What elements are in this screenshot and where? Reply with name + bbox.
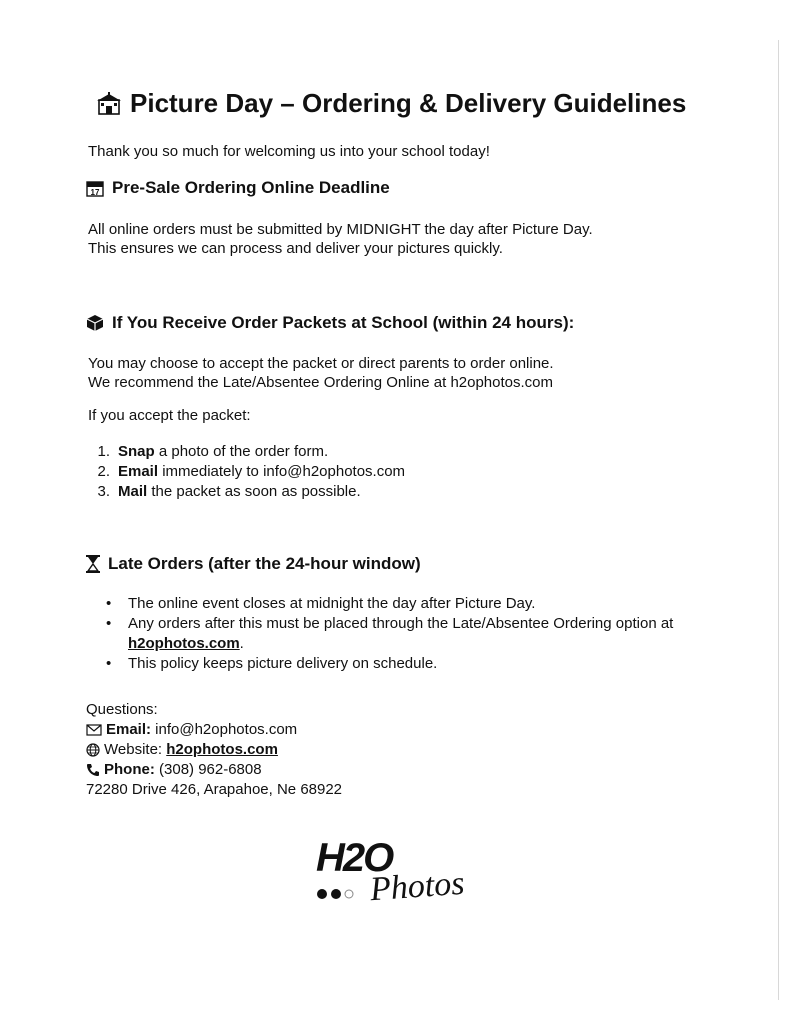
step-number: 2.	[97, 463, 110, 480]
packets-heading-text: If You Receive Order Packets at School (within 24 hours):	[112, 313, 575, 332]
accept-intro: If you accept the packet:	[88, 407, 251, 424]
intro-text: Thank you so much for welcoming us into your school today!	[88, 143, 490, 160]
step-number: 3.	[97, 483, 110, 500]
presale-heading-text: Pre-Sale Ordering Online Deadline	[112, 178, 390, 197]
step-keyword: Mail	[118, 483, 148, 500]
contact-phone-row	[86, 760, 262, 780]
contact-email-row	[86, 720, 297, 740]
hourglass-icon	[86, 555, 100, 573]
globe-icon	[86, 743, 100, 757]
list-item	[104, 654, 688, 674]
packets-line-1: You may choose to accept the packet or direct parents to order online.	[88, 355, 554, 372]
page-title	[96, 88, 686, 119]
step-keyword: Email	[118, 463, 159, 480]
packets-heading	[86, 313, 574, 333]
bullet-text-suffix: .	[239, 635, 244, 652]
package-icon	[86, 314, 104, 332]
questions-label: Questions:	[86, 701, 158, 718]
packets-line-2-prefix: We recommend the Late/Absentee Ordering Online at	[88, 374, 451, 391]
bullet-text: Any orders after this must be placed through the Late/Absentee Ordering option at	[128, 615, 674, 632]
logo-dots-icon	[314, 886, 374, 902]
email-label: Email:	[106, 721, 152, 738]
scan-edge-line	[778, 40, 779, 1000]
late-heading-text: Late Orders (after the 24-hour window)	[108, 554, 421, 573]
presale-heading	[86, 178, 390, 198]
bullet-dot: •	[106, 615, 112, 632]
bullet-text: This policy keeps picture delivery on schedule.	[128, 655, 438, 672]
page-title-text: Picture Day – Ordering & Delivery Guidelines	[130, 88, 687, 118]
packets-website-link[interactable]: h2ophotos.com	[450, 374, 554, 391]
phone-label: Phone:	[104, 761, 155, 778]
list-item	[88, 482, 405, 502]
envelope-icon	[86, 724, 102, 736]
packets-line-2	[88, 373, 553, 393]
step-text: immediately to info@h2ophotos.com	[158, 463, 406, 480]
late-website-link[interactable]: h2ophotos.com	[128, 635, 240, 652]
school-icon	[96, 92, 122, 116]
bullet-text: The online event closes at midnight the day after Picture Day.	[128, 595, 536, 612]
step-text: the packet as soon as possible.	[147, 483, 361, 500]
late-heading	[86, 554, 421, 574]
email-value[interactable]: info@h2ophotos.com	[151, 721, 298, 738]
step-keyword: Snap	[118, 443, 155, 460]
phone-icon	[86, 763, 100, 777]
logo-photos-text: Photos	[368, 864, 466, 909]
contact-website-row	[86, 740, 278, 760]
presale-line-2: This ensures we can process and deliver your pictures quickly.	[88, 240, 503, 257]
calendar-icon	[86, 179, 104, 197]
list-item	[104, 594, 688, 614]
phone-value[interactable]: (308) 962-6808	[154, 761, 262, 778]
step-number: 1.	[97, 443, 110, 460]
bullet-dot: •	[106, 655, 112, 672]
website-link[interactable]: h2ophotos.com	[166, 741, 278, 758]
svg-text:17: 17	[90, 188, 100, 197]
step-text: a photo of the order form.	[154, 443, 329, 460]
presale-line-1: All online orders must be submitted by MIDNIGHT the day after Picture Day.	[88, 221, 593, 238]
list-item	[104, 614, 688, 654]
logo-h2o-text: H2O	[316, 836, 393, 880]
website-label: Website:	[104, 741, 167, 758]
accept-steps-list	[88, 442, 405, 502]
address-text: 72280 Drive 426, Arapahoe, Ne 68922	[86, 781, 343, 798]
bullet-dot: •	[106, 595, 112, 612]
list-item	[88, 462, 405, 482]
list-item	[88, 442, 405, 462]
late-bullets-list	[104, 594, 688, 674]
h2o-photos-logo	[308, 838, 468, 918]
